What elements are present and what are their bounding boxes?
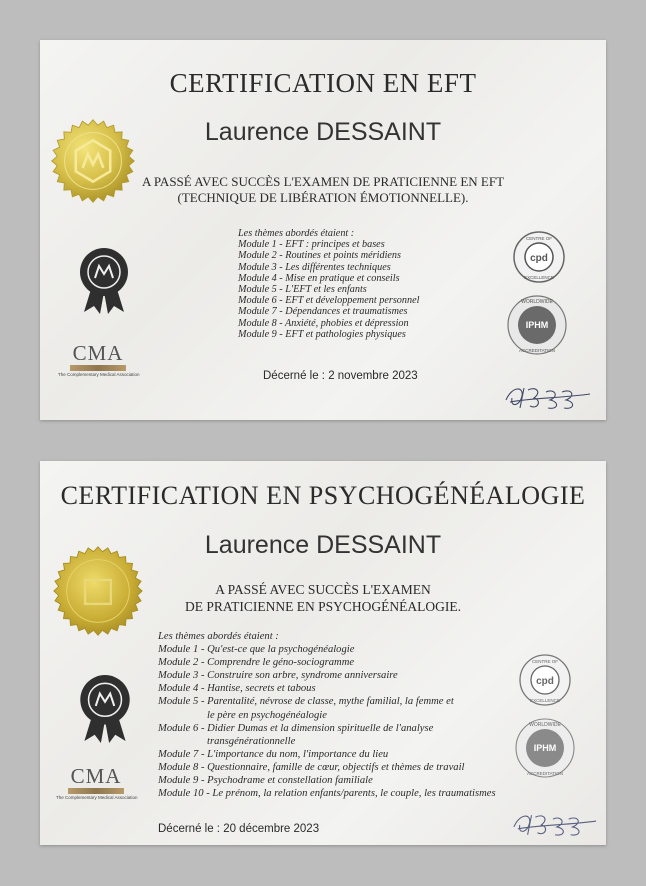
themes-intro: Les thèmes abordés étaient : [238,228,355,239]
module-item: Module 5 - L'EFT et les enfants [238,284,367,296]
module-item: Module 3 - Les différentes techniques [238,261,391,273]
certificate-title: CERTIFICATION EN PSYCHOGÉNÉALOGIE [60,481,586,510]
recipient-name: Laurence DESSAINT [204,531,442,559]
svg-text:IPHM: IPHM [533,743,557,753]
svg-text:cpd: cpd [536,676,554,687]
module-item: Module 9 - EFT et pathologies physiques [238,328,406,340]
passed-statement [40,581,606,615]
modules-list [158,630,496,800]
svg-text:cpd: cpd [530,253,548,264]
passed-statement [40,174,606,206]
certificate-title: CERTIFICATION EN EFT [169,68,477,98]
signature-icon [502,380,594,412]
cma-logo [58,342,138,377]
module-item: Module 7 - L'importance du nom, l'importance du lieu [158,748,389,760]
iphm-badge [514,717,576,784]
signature-icon [510,807,600,839]
module-item: Module 6 - Didier Dumas et la dimension spirituelle de l'analyse [158,722,434,734]
svg-text:ACCREDITATION: ACCREDITATION [518,348,556,353]
recipient-name: Laurence DESSAINT [204,118,442,146]
module-item: Module 1 - EFT : principes et bases [238,239,385,251]
svg-text:CENTRE OF: CENTRE OF [531,659,559,664]
svg-text:IPHM: IPHM [525,320,549,330]
module-item: Module 1 - Qu'est-ce que la psychogénéalogie [158,644,355,656]
themes-intro: Les thèmes abordés étaient : [158,631,279,642]
svg-text:CENTRE OF: CENTRE OF [525,236,553,241]
award-date: Décerné le : 2 novembre 2023 [263,370,418,382]
cma-caption: The Complementary Medical Association [58,372,140,377]
cma-bar [70,365,126,371]
svg-text:WORLDWIDE: WORLDWIDE [521,299,553,305]
module-item: Module 4 - Hantise, secrets et tabous [158,683,316,695]
svg-text:EXCELLENCE: EXCELLENCE [530,698,560,703]
module-item: Module 2 - Comprendre le géno-sociogramme [158,657,355,669]
module-item: Module 2 - Routines et points méridiens [238,250,401,262]
cpd-badge-icon [512,230,566,284]
cma-bar [68,788,124,794]
mf-ribbon-icon [78,246,130,314]
passed-line: (TECHNIQUE DE LIBÉRATION ÉMOTIONNELLE). [177,190,469,205]
iphm-badge [506,294,568,361]
svg-text:EXCELLENCE: EXCELLENCE [524,275,554,280]
module-item: transgénérationnelle [207,735,296,747]
passed-line: A PASSÉ AVEC SUCCÈS L'EXAMEN DE PRATICIENNE EN EFT [141,174,505,189]
module-item: Module 6 - EFT et développement personnel [238,295,420,307]
award-date: Décerné le : 20 décembre 2023 [158,823,320,835]
cma-logo [56,765,136,800]
cpd-badge [512,230,566,289]
module-item: Module 10 - Le prénom, la relation enfants/parents, le couple, les traumatismes [158,788,496,800]
module-item: Module 8 - Questionnaire, famille de cœur, objectifs et thèmes de travail [158,761,465,773]
passed-line: DE PRATICIENNE EN PSYCHOGÉNÉALOGIE. [185,599,461,614]
cpd-badge-icon [518,653,572,707]
cma-caption: The Complementary Medical Association [56,795,138,800]
mf-ribbon-icon [78,673,132,743]
passed-line: A PASSÉ AVEC SUCCÈS L'EXAMEN [215,582,431,597]
cma-letters: CMA [70,764,122,788]
certificate-psychogenealogie [40,461,606,845]
iphm-badge-icon [514,717,576,779]
module-item: le père en psychogénéalogie [207,709,327,721]
cpd-badge [518,653,572,712]
certificate-eft [40,40,606,420]
modules-list [238,228,419,340]
module-item: Module 4 - Mise en pratique et conseils [238,272,400,284]
svg-text:ACCREDITATION: ACCREDITATION [526,771,564,776]
iphm-badge-icon [506,294,568,356]
module-item: Module 3 - Construire son arbre, syndrome anniversaire [158,670,398,682]
module-item: Module 5 - Parentalité, névrose de classe, mythe familial, la femme et [158,696,454,708]
module-item: Module 7 - Dépendances et traumatismes [238,306,408,318]
svg-text:WORLDWIDE: WORLDWIDE [529,722,561,728]
module-item: Module 8 - Anxiété, phobies et dépression [238,317,409,329]
module-item: Module 9 - Psychodrame et constellation familiale [158,775,373,787]
cma-letters: CMA [72,341,124,365]
